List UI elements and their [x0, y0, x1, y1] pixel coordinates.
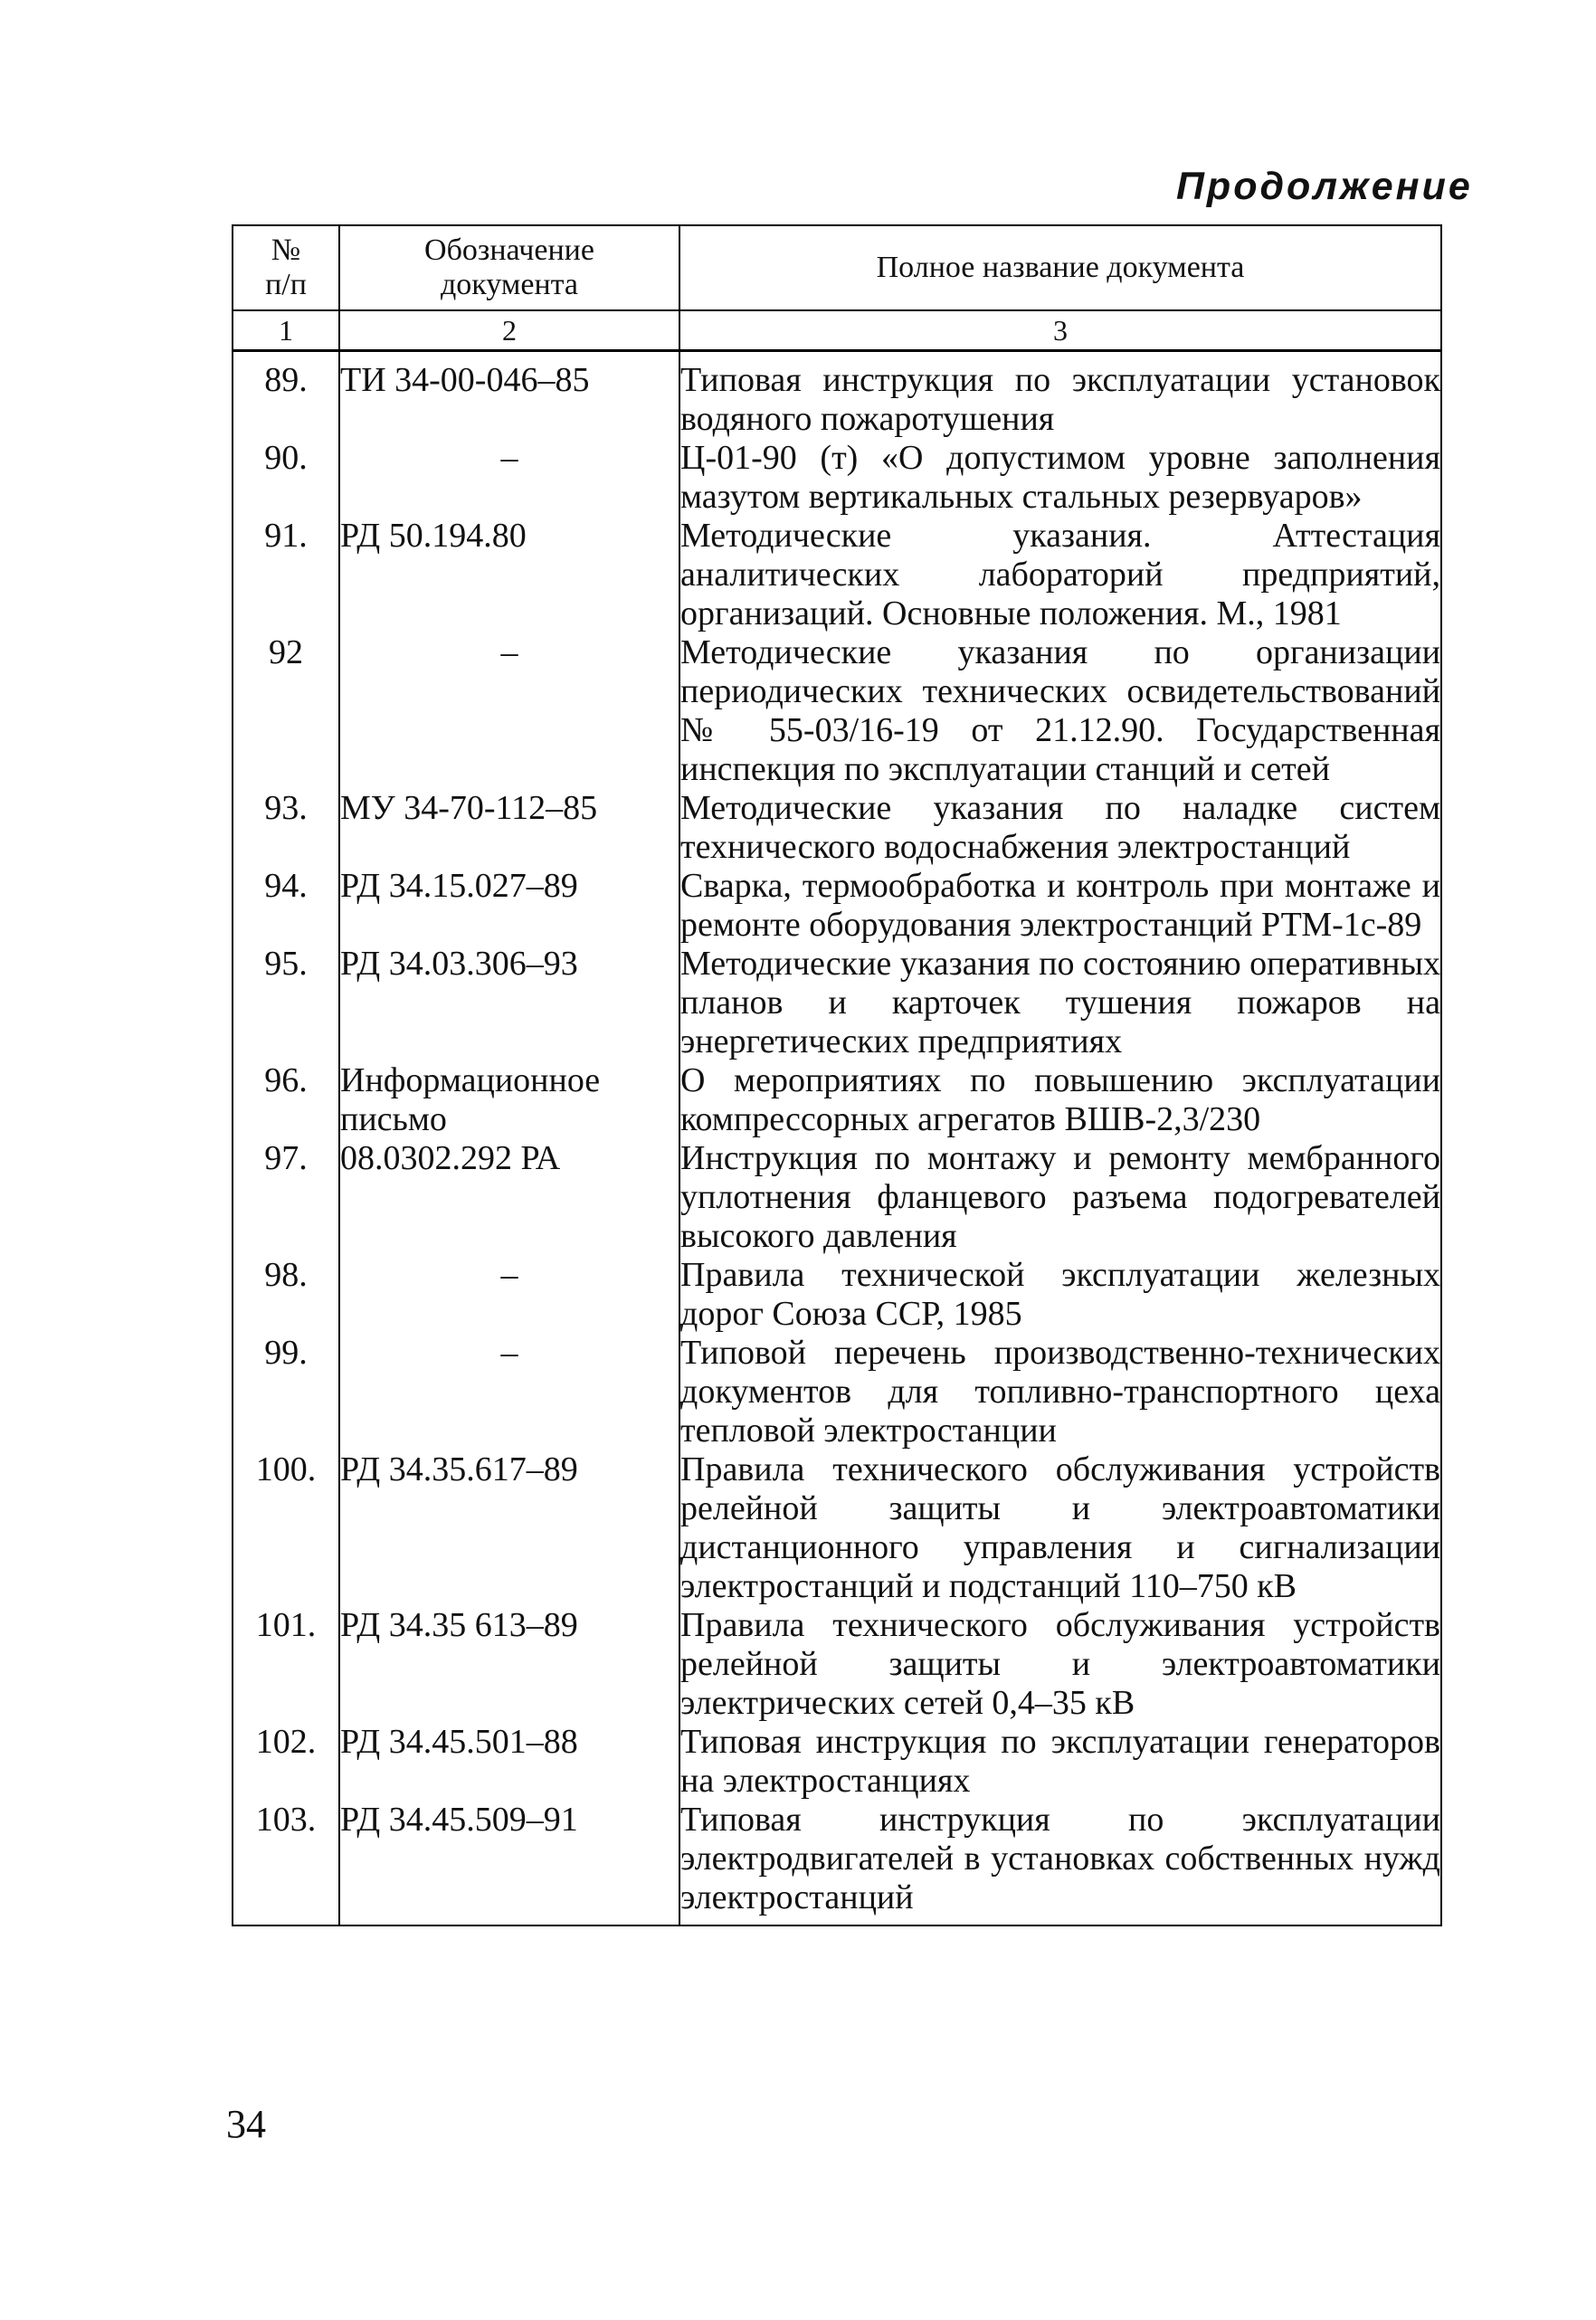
header-number: № п/п [233, 225, 339, 310]
row-title: Правила технической эксплуатации железных дорог Союза ССР, 1985 [680, 1256, 1440, 1333]
table-row [233, 1334, 1441, 1450]
row-title: Типовая инструкция по эксплуатации генераторов на электростанциях [680, 1723, 1440, 1800]
row-number: 89. [233, 351, 339, 440]
row-number: 101. [233, 1606, 339, 1723]
column-number-row [233, 310, 1441, 351]
row-number: 99. [233, 1334, 339, 1450]
continuation-label: Продолжение [1176, 165, 1473, 208]
table-row [233, 439, 1441, 517]
header-full-title: Полное название документа [679, 225, 1441, 310]
row-designation: РД 34.45.509–91 [339, 1801, 679, 1925]
row-designation: МУ 34-70-112–85 [339, 789, 679, 867]
row-designation: РД 34.35 613–89 [339, 1606, 679, 1723]
row-title: Методические указания по состоянию оперативных планов и карточек тушения пожаров на энергетических предприятиях [680, 945, 1440, 1060]
row-title: Методические указания. Аттестация аналитических лабораторий предприятий, организаций. Основные положения. М., 1981 [680, 517, 1440, 632]
documents-table [232, 224, 1442, 1926]
row-title: Методические указания по организации периодических технических освидетельствований № 55-03/16-19 от 21.12.90. Государственная инспекция по эксплуатации станций и сетей [680, 633, 1440, 788]
table-row [233, 1801, 1441, 1925]
row-title: Инструкция по монтажу и ремонту мембранного уплотнения фланцевого разъема подогревателей высокого давления [680, 1139, 1440, 1255]
row-number: 97. [233, 1139, 339, 1256]
table-row [233, 789, 1441, 867]
page-number: 34 [226, 2102, 266, 2146]
row-number: 100. [233, 1450, 339, 1606]
row-title: Типовая инструкция по эксплуатации установок водяного пожаротушения [679, 351, 1441, 440]
table-row [233, 1606, 1441, 1723]
row-number: 91. [233, 517, 339, 633]
table-row [233, 351, 1441, 440]
row-title: Типовой перечень производственно-технических документов для топливно-транспортного цеха тепловой электростанции [680, 1334, 1440, 1450]
row-number: 103. [233, 1801, 339, 1925]
row-title: Методические указания по наладке систем технического водоснабжения электростанций [680, 789, 1440, 866]
row-designation: РД 34.35.617–89 [339, 1450, 679, 1606]
row-title: Ц-01-90 (т) «О допустимом уровне заполнения мазутом вертикальных стальных резервуаров» [680, 439, 1440, 516]
column-number-3: 3 [679, 310, 1441, 351]
row-designation: 08.0302.292 РА [339, 1139, 679, 1256]
table-row [233, 1139, 1441, 1256]
row-designation: – [339, 1334, 679, 1450]
row-number: 92 [233, 633, 339, 789]
table-row [233, 1061, 1441, 1139]
column-number-1: 1 [233, 310, 339, 351]
row-designation: – [339, 633, 679, 789]
table-row [233, 633, 1441, 789]
row-number: 93. [233, 789, 339, 867]
header-designation: Обозначение документа [339, 225, 679, 310]
table-header-row [233, 225, 1441, 310]
row-title: О мероприятиях по повышению эксплуатации компрессорных агрегатов ВШВ-2,3/230 [680, 1061, 1440, 1138]
row-designation: РД 34.15.027–89 [339, 867, 679, 945]
row-number: 96. [233, 1061, 339, 1139]
row-title: Правила технического обслуживания устройств релейной защиты и электроавтоматики дистанционного управления и сигнализации электростанций и подстанций 110–750 кВ [680, 1450, 1440, 1605]
row-number: 98. [233, 1256, 339, 1334]
row-designation: ТИ 34-00-046–85 [339, 351, 679, 440]
row-designation: РД 50.194.80 [339, 517, 679, 633]
row-designation: Информационное письмо [339, 1061, 679, 1139]
row-title: Правила технического обслуживания устройств релейной защиты и электроавтоматики электрических сетей 0,4–35 кВ [680, 1606, 1440, 1722]
row-designation: РД 34.45.501–88 [339, 1723, 679, 1801]
row-number: 95. [233, 945, 339, 1061]
row-designation: РД 34.03.306–93 [339, 945, 679, 1061]
row-number: 94. [233, 867, 339, 945]
row-title: Типовая инструкция по эксплуатации электродвигателей в установках собственных нужд электростанций [679, 1801, 1441, 1925]
table-row [233, 517, 1441, 633]
row-number: 90. [233, 439, 339, 517]
table-row [233, 945, 1441, 1061]
row-title: Сварка, термообработка и контроль при монтаже и ремонте оборудования электростанций РТМ-1с-89 [680, 867, 1440, 944]
table-row [233, 1450, 1441, 1606]
table-row [233, 867, 1441, 945]
table-row [233, 1256, 1441, 1334]
table-row [233, 1723, 1441, 1801]
column-number-2: 2 [339, 310, 679, 351]
row-designation: – [339, 439, 679, 517]
row-number: 102. [233, 1723, 339, 1801]
row-designation: – [339, 1256, 679, 1334]
